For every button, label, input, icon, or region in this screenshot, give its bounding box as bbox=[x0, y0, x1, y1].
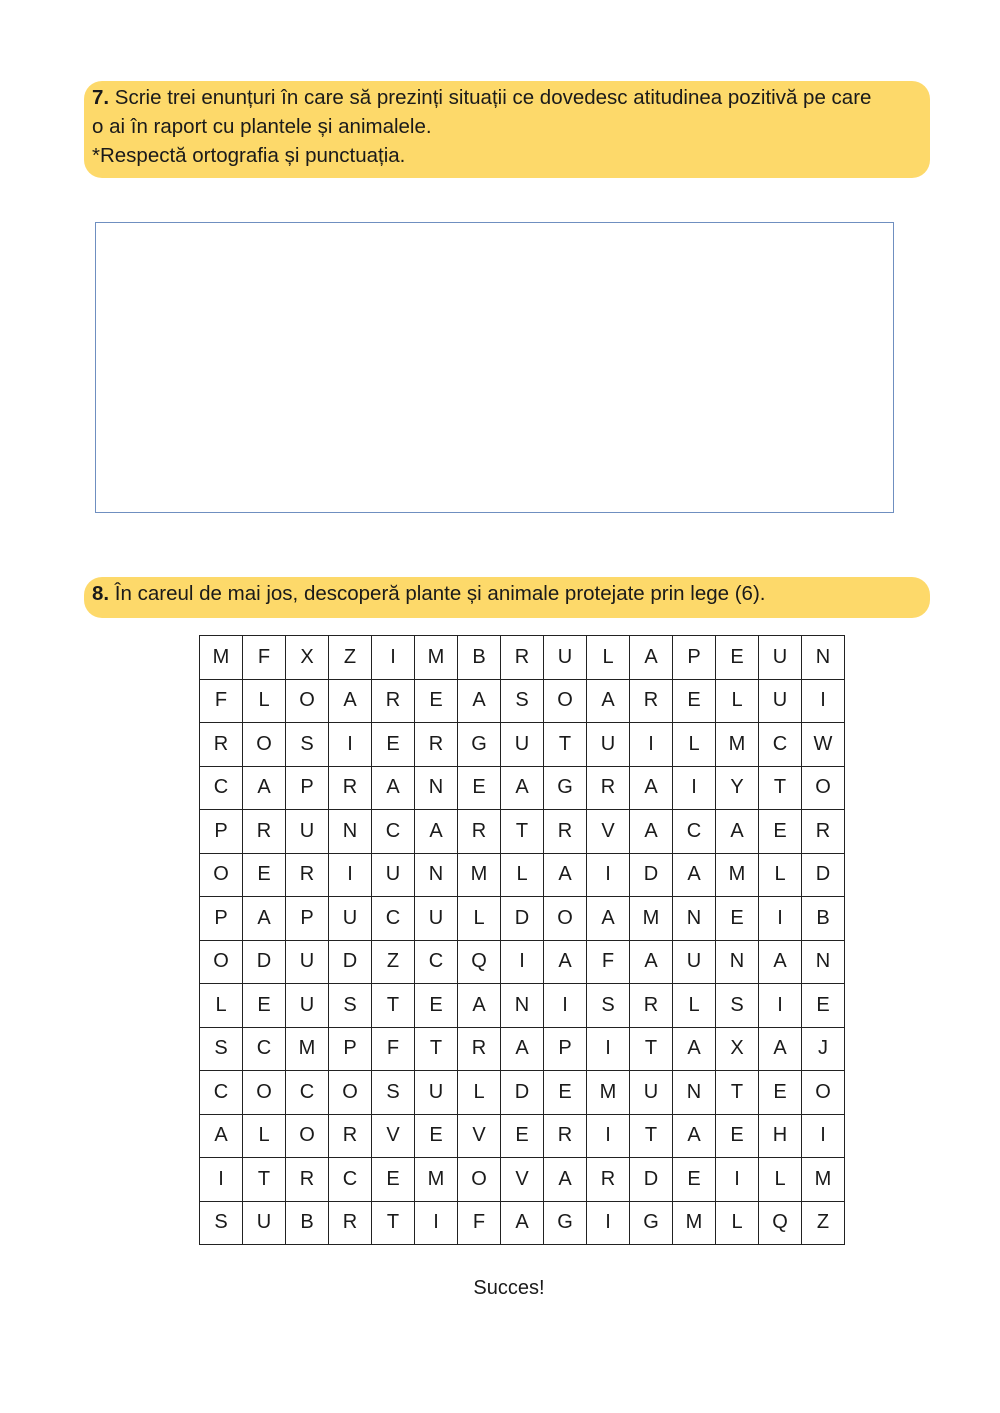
grid-cell[interactable]: A bbox=[630, 766, 673, 810]
grid-cell[interactable]: A bbox=[329, 679, 372, 723]
grid-cell[interactable]: B bbox=[802, 897, 845, 941]
answer-text-area[interactable] bbox=[95, 222, 894, 513]
grid-cell[interactable]: O bbox=[802, 766, 845, 810]
grid-cell[interactable]: T bbox=[716, 1071, 759, 1115]
grid-cell[interactable]: U bbox=[587, 723, 630, 767]
grid-cell[interactable]: I bbox=[802, 1114, 845, 1158]
grid-cell[interactable]: L bbox=[673, 723, 716, 767]
grid-cell[interactable]: E bbox=[243, 853, 286, 897]
grid-cell[interactable]: S bbox=[501, 679, 544, 723]
grid-cell[interactable]: R bbox=[458, 1027, 501, 1071]
grid-cell[interactable]: I bbox=[716, 1158, 759, 1202]
grid-cell[interactable]: P bbox=[329, 1027, 372, 1071]
grid-row bbox=[200, 810, 845, 854]
grid-cell[interactable]: N bbox=[802, 636, 845, 680]
grid-cell[interactable]: I bbox=[759, 897, 802, 941]
grid-cell[interactable]: L bbox=[458, 1071, 501, 1115]
grid-cell[interactable]: V bbox=[587, 810, 630, 854]
grid-row bbox=[200, 636, 845, 680]
grid-cell[interactable]: V bbox=[501, 1158, 544, 1202]
grid-cell[interactable]: U bbox=[501, 723, 544, 767]
grid-row bbox=[200, 1201, 845, 1245]
grid-cell[interactable]: E bbox=[501, 1114, 544, 1158]
grid-cell[interactable]: X bbox=[716, 1027, 759, 1071]
grid-cell[interactable]: R bbox=[587, 766, 630, 810]
grid-cell[interactable]: C bbox=[759, 723, 802, 767]
grid-cell[interactable]: A bbox=[544, 853, 587, 897]
grid-cell[interactable]: L bbox=[759, 853, 802, 897]
grid-cell[interactable]: S bbox=[716, 984, 759, 1028]
grid-cell[interactable]: P bbox=[544, 1027, 587, 1071]
grid-cell[interactable]: E bbox=[716, 897, 759, 941]
grid-cell[interactable]: V bbox=[372, 1114, 415, 1158]
grid-cell[interactable]: C bbox=[286, 1071, 329, 1115]
grid-cell[interactable]: E bbox=[716, 1114, 759, 1158]
grid-cell[interactable]: T bbox=[544, 723, 587, 767]
grid-cell[interactable]: C bbox=[243, 1027, 286, 1071]
grid-cell[interactable]: R bbox=[630, 984, 673, 1028]
grid-cell[interactable]: O bbox=[802, 1071, 845, 1115]
grid-row bbox=[200, 853, 845, 897]
grid-cell[interactable]: I bbox=[501, 940, 544, 984]
task-7-instructions bbox=[84, 81, 930, 178]
grid-cell[interactable]: E bbox=[673, 1158, 716, 1202]
grid-cell[interactable]: A bbox=[587, 679, 630, 723]
grid-cell[interactable]: I bbox=[673, 766, 716, 810]
grid-cell[interactable]: S bbox=[200, 1201, 243, 1245]
grid-cell[interactable]: U bbox=[329, 897, 372, 941]
grid-cell[interactable]: O bbox=[200, 940, 243, 984]
grid-cell[interactable]: D bbox=[630, 1158, 673, 1202]
grid-cell[interactable]: O bbox=[544, 679, 587, 723]
grid-cell[interactable]: L bbox=[243, 1114, 286, 1158]
grid-cell[interactable]: E bbox=[372, 1158, 415, 1202]
grid-cell[interactable]: I bbox=[329, 853, 372, 897]
grid-cell[interactable]: A bbox=[501, 1201, 544, 1245]
grid-cell[interactable]: A bbox=[759, 940, 802, 984]
grid-cell[interactable]: X bbox=[286, 636, 329, 680]
grid-row bbox=[200, 984, 845, 1028]
grid-row bbox=[200, 897, 845, 941]
grid-cell[interactable]: P bbox=[200, 897, 243, 941]
grid-cell[interactable]: I bbox=[587, 853, 630, 897]
grid-cell[interactable]: T bbox=[415, 1027, 458, 1071]
grid-cell[interactable]: M bbox=[716, 853, 759, 897]
word-search-grid bbox=[199, 635, 845, 1245]
grid-cell[interactable]: U bbox=[415, 897, 458, 941]
grid-cell[interactable]: C bbox=[200, 766, 243, 810]
task-7-note: *Respectă ortografia și punctuația. bbox=[92, 144, 406, 167]
grid-cell[interactable]: G bbox=[630, 1201, 673, 1245]
grid-cell[interactable]: A bbox=[716, 810, 759, 854]
grid-cell[interactable]: R bbox=[544, 810, 587, 854]
grid-cell[interactable]: F bbox=[243, 636, 286, 680]
grid-cell[interactable]: N bbox=[329, 810, 372, 854]
grid-cell[interactable]: R bbox=[802, 810, 845, 854]
grid-cell[interactable]: C bbox=[372, 810, 415, 854]
grid-cell[interactable]: S bbox=[286, 723, 329, 767]
grid-cell[interactable]: A bbox=[630, 940, 673, 984]
grid-cell[interactable]: R bbox=[372, 679, 415, 723]
grid-cell[interactable]: U bbox=[286, 810, 329, 854]
grid-cell[interactable]: C bbox=[673, 810, 716, 854]
grid-cell[interactable]: S bbox=[372, 1071, 415, 1115]
grid-cell[interactable]: S bbox=[587, 984, 630, 1028]
grid-cell[interactable]: T bbox=[372, 1201, 415, 1245]
grid-cell[interactable]: I bbox=[587, 1027, 630, 1071]
grid-cell[interactable]: I bbox=[587, 1114, 630, 1158]
grid-cell[interactable]: U bbox=[673, 940, 716, 984]
grid-cell[interactable]: I bbox=[329, 723, 372, 767]
grid-cell[interactable]: L bbox=[200, 984, 243, 1028]
grid-cell[interactable]: E bbox=[544, 1071, 587, 1115]
grid-cell[interactable]: C bbox=[372, 897, 415, 941]
grid-cell[interactable]: A bbox=[458, 679, 501, 723]
grid-cell[interactable]: L bbox=[673, 984, 716, 1028]
grid-cell[interactable]: R bbox=[200, 723, 243, 767]
task-7-number: 7. bbox=[92, 86, 110, 109]
grid-cell[interactable]: O bbox=[200, 853, 243, 897]
grid-cell[interactable]: E bbox=[243, 984, 286, 1028]
grid-cell[interactable]: O bbox=[286, 679, 329, 723]
grid-cell[interactable]: V bbox=[458, 1114, 501, 1158]
grid-cell[interactable]: Q bbox=[458, 940, 501, 984]
grid-cell[interactable]: Q bbox=[759, 1201, 802, 1245]
grid-row bbox=[200, 679, 845, 723]
grid-row bbox=[200, 723, 845, 767]
grid-cell[interactable]: I bbox=[415, 1201, 458, 1245]
grid-cell[interactable]: I bbox=[200, 1158, 243, 1202]
grid-cell[interactable]: S bbox=[329, 984, 372, 1028]
grid-cell[interactable]: D bbox=[802, 853, 845, 897]
grid-cell[interactable]: I bbox=[544, 984, 587, 1028]
grid-cell[interactable]: E bbox=[415, 1114, 458, 1158]
grid-cell[interactable]: T bbox=[243, 1158, 286, 1202]
grid-cell[interactable]: E bbox=[458, 766, 501, 810]
task-8-number: 8. bbox=[92, 582, 110, 605]
grid-cell[interactable]: R bbox=[544, 1114, 587, 1158]
grid-cell[interactable]: A bbox=[759, 1027, 802, 1071]
grid-cell[interactable]: J bbox=[802, 1027, 845, 1071]
grid-cell[interactable]: A bbox=[587, 897, 630, 941]
grid-cell[interactable]: R bbox=[630, 679, 673, 723]
grid-cell[interactable]: N bbox=[415, 853, 458, 897]
grid-cell[interactable]: A bbox=[501, 1027, 544, 1071]
grid-cell[interactable]: E bbox=[415, 679, 458, 723]
task-8-instructions bbox=[84, 577, 930, 618]
grid-cell[interactable]: R bbox=[415, 723, 458, 767]
grid-cell[interactable]: A bbox=[544, 1158, 587, 1202]
grid-cell[interactable]: M bbox=[286, 1027, 329, 1071]
grid-cell[interactable]: N bbox=[501, 984, 544, 1028]
grid-cell[interactable]: Z bbox=[802, 1201, 845, 1245]
grid-cell[interactable]: U bbox=[415, 1071, 458, 1115]
grid-cell[interactable]: O bbox=[329, 1071, 372, 1115]
grid-cell[interactable]: T bbox=[372, 984, 415, 1028]
grid-cell[interactable]: E bbox=[415, 984, 458, 1028]
grid-cell[interactable]: M bbox=[630, 897, 673, 941]
grid-cell[interactable]: M bbox=[716, 723, 759, 767]
grid-cell[interactable]: Y bbox=[716, 766, 759, 810]
grid-cell[interactable]: Z bbox=[372, 940, 415, 984]
grid-cell[interactable]: D bbox=[243, 940, 286, 984]
grid-cell[interactable]: R bbox=[329, 1114, 372, 1158]
grid-cell[interactable]: A bbox=[673, 1114, 716, 1158]
grid-cell[interactable]: E bbox=[759, 1071, 802, 1115]
grid-cell[interactable]: G bbox=[544, 1201, 587, 1245]
grid-cell[interactable]: C bbox=[329, 1158, 372, 1202]
grid-cell[interactable]: O bbox=[458, 1158, 501, 1202]
grid-cell[interactable]: L bbox=[759, 1158, 802, 1202]
grid-cell[interactable]: G bbox=[458, 723, 501, 767]
grid-cell[interactable]: W bbox=[802, 723, 845, 767]
grid-cell[interactable]: E bbox=[802, 984, 845, 1028]
grid-cell[interactable]: F bbox=[372, 1027, 415, 1071]
grid-cell[interactable]: U bbox=[243, 1201, 286, 1245]
grid-cell[interactable]: R bbox=[329, 766, 372, 810]
grid-cell[interactable]: A bbox=[673, 853, 716, 897]
grid-cell[interactable]: I bbox=[372, 636, 415, 680]
grid-cell[interactable]: N bbox=[673, 1071, 716, 1115]
grid-cell[interactable]: T bbox=[630, 1114, 673, 1158]
grid-cell[interactable]: A bbox=[673, 1027, 716, 1071]
grid-cell[interactable]: A bbox=[501, 766, 544, 810]
grid-cell[interactable]: R bbox=[286, 853, 329, 897]
grid-cell[interactable]: M bbox=[415, 1158, 458, 1202]
task-7-text-line-1: Scrie trei enunțuri în care să prezinți situații ce dovedesc atitudinea pozitivă pe care bbox=[109, 86, 872, 109]
grid-cell[interactable]: U bbox=[544, 636, 587, 680]
grid-cell[interactable]: T bbox=[630, 1027, 673, 1071]
grid-cell[interactable]: M bbox=[200, 636, 243, 680]
grid-cell[interactable]: S bbox=[200, 1027, 243, 1071]
grid-cell[interactable]: A bbox=[243, 897, 286, 941]
grid-cell[interactable]: F bbox=[200, 679, 243, 723]
grid-cell[interactable]: R bbox=[501, 636, 544, 680]
grid-cell[interactable]: R bbox=[587, 1158, 630, 1202]
grid-cell[interactable]: A bbox=[630, 636, 673, 680]
grid-cell[interactable]: B bbox=[286, 1201, 329, 1245]
grid-cell[interactable]: A bbox=[243, 766, 286, 810]
grid-cell[interactable]: M bbox=[415, 636, 458, 680]
grid-cell[interactable]: O bbox=[544, 897, 587, 941]
grid-cell[interactable]: T bbox=[759, 766, 802, 810]
grid-cell[interactable]: R bbox=[458, 810, 501, 854]
grid-cell[interactable]: A bbox=[630, 810, 673, 854]
grid-cell[interactable]: N bbox=[673, 897, 716, 941]
grid-cell[interactable]: I bbox=[802, 679, 845, 723]
grid-cell[interactable]: D bbox=[329, 940, 372, 984]
grid-cell[interactable]: A bbox=[372, 766, 415, 810]
grid-cell[interactable]: I bbox=[759, 984, 802, 1028]
grid-cell[interactable]: E bbox=[716, 636, 759, 680]
grid-row bbox=[200, 940, 845, 984]
grid-cell[interactable]: R bbox=[286, 1158, 329, 1202]
grid-cell[interactable]: F bbox=[458, 1201, 501, 1245]
grid-cell[interactable]: U bbox=[286, 940, 329, 984]
grid-cell[interactable]: L bbox=[587, 636, 630, 680]
grid-cell[interactable]: M bbox=[802, 1158, 845, 1202]
grid-cell[interactable]: A bbox=[200, 1114, 243, 1158]
grid-cell[interactable]: C bbox=[415, 940, 458, 984]
grid-cell[interactable]: H bbox=[759, 1114, 802, 1158]
grid-cell[interactable]: U bbox=[286, 984, 329, 1028]
grid-row bbox=[200, 1071, 845, 1115]
grid-cell[interactable]: D bbox=[501, 1071, 544, 1115]
grid-cell[interactable]: O bbox=[243, 723, 286, 767]
grid-cell[interactable]: U bbox=[759, 636, 802, 680]
grid-cell[interactable]: C bbox=[200, 1071, 243, 1115]
grid-cell[interactable]: E bbox=[673, 679, 716, 723]
grid-row bbox=[200, 766, 845, 810]
grid-cell[interactable]: A bbox=[415, 810, 458, 854]
grid-cell[interactable]: L bbox=[716, 679, 759, 723]
grid-cell[interactable]: U bbox=[759, 679, 802, 723]
task-8-text: În careul de mai jos, descoperă plante și animale protejate prin lege (6). bbox=[109, 582, 766, 605]
task-7-line-1 bbox=[92, 83, 922, 112]
grid-cell[interactable]: L bbox=[243, 679, 286, 723]
grid-cell[interactable]: E bbox=[759, 810, 802, 854]
grid-cell[interactable]: D bbox=[501, 897, 544, 941]
grid-cell[interactable]: N bbox=[716, 940, 759, 984]
grid-cell[interactable]: P bbox=[286, 766, 329, 810]
grid-cell[interactable]: P bbox=[286, 897, 329, 941]
grid-cell[interactable]: B bbox=[458, 636, 501, 680]
grid-cell[interactable]: E bbox=[372, 723, 415, 767]
grid-cell[interactable]: R bbox=[243, 810, 286, 854]
grid-cell[interactable]: O bbox=[286, 1114, 329, 1158]
grid-cell[interactable]: M bbox=[458, 853, 501, 897]
grid-row bbox=[200, 1114, 845, 1158]
grid-cell[interactable]: G bbox=[544, 766, 587, 810]
grid-cell[interactable]: M bbox=[587, 1071, 630, 1115]
grid-row bbox=[200, 1158, 845, 1202]
footer-message: Succes! bbox=[473, 1277, 545, 1299]
grid-cell[interactable]: M bbox=[673, 1201, 716, 1245]
grid-cell[interactable]: U bbox=[372, 853, 415, 897]
grid-cell[interactable]: P bbox=[673, 636, 716, 680]
grid-cell[interactable]: L bbox=[458, 897, 501, 941]
grid-cell[interactable]: F bbox=[587, 940, 630, 984]
grid-cell[interactable]: I bbox=[587, 1201, 630, 1245]
grid-cell[interactable]: R bbox=[329, 1201, 372, 1245]
grid-row bbox=[200, 1027, 845, 1071]
grid-cell[interactable]: N bbox=[415, 766, 458, 810]
grid-cell[interactable]: I bbox=[630, 723, 673, 767]
grid-cell[interactable]: T bbox=[501, 810, 544, 854]
grid-cell[interactable]: P bbox=[200, 810, 243, 854]
grid-cell[interactable]: D bbox=[630, 853, 673, 897]
grid-cell[interactable]: L bbox=[501, 853, 544, 897]
grid-cell[interactable]: U bbox=[630, 1071, 673, 1115]
grid-cell[interactable]: O bbox=[243, 1071, 286, 1115]
grid-cell[interactable]: A bbox=[544, 940, 587, 984]
task-7-text-line-2: o ai în raport cu plantele și animalele. bbox=[92, 115, 432, 138]
grid-cell[interactable]: N bbox=[802, 940, 845, 984]
grid-cell[interactable]: A bbox=[458, 984, 501, 1028]
grid-cell[interactable]: Z bbox=[329, 636, 372, 680]
grid-cell[interactable]: L bbox=[716, 1201, 759, 1245]
